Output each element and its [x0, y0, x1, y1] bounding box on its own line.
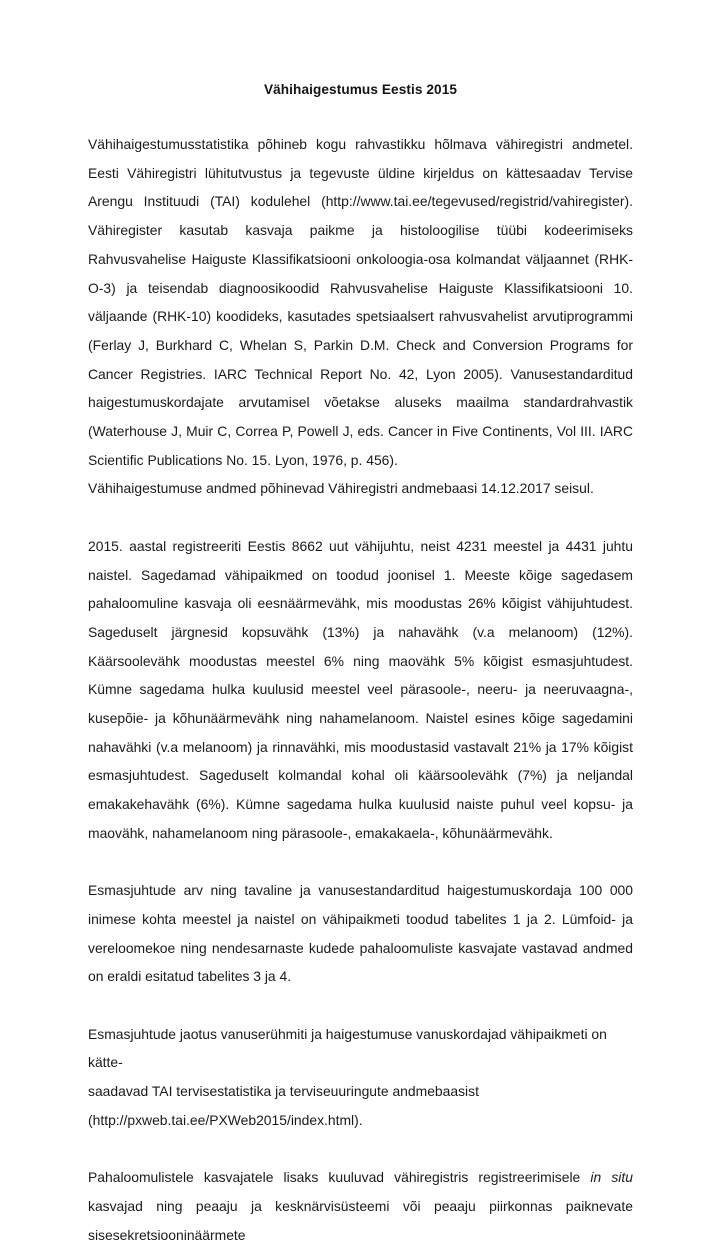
paragraph-data-date: Vähihaigestumuse andmed põhinevad Vähiregistri andmebaasi 14.12.2017 seisul. — [88, 480, 594, 497]
paragraph-database-line-2: saadavad TAI tervisestatistika ja terviseuuringute andmebaasist — [88, 1083, 479, 1100]
spacer-before-database — [88, 991, 633, 1020]
paragraph-intro: Vähihaigestumusstatistika põhineb kogu rahvastikku hõlmava vähiregistri andmetel. Eesti Vähiregistri lühitutvustus ja tegevuste üldine kirjeldus on kättesaadav Tervise Arengu Instituudi (TAI) kodulehel (http://www.tai.ee/tegevused/registrid/vahiregister). Vähiregister kasutab kasvaja paikme ja histoloogilise tüübi kodeerimiseks Rahvusvahelise Haiguste Klassifikatsiooni onkoloogia-osa kolmandat väljaannet (RHK-O-3) ja teisendab diagnoosikoodid Rahvusvahelise Haiguste Klassifikatsiooni 10. väljaande (RHK-10) koodideks, kasutades spetsiaalsert rahvusvahelist arvutiprogrammi (Ferlay J, Burkhard C, Whelan S, Parkin D.M. Check and Conversion Programs for Cancer Registries. IARC Technical Report No. 42, Lyon 2005). Vanusestandarditud haigestumuskordajate arvutamisel võetakse aluseks maailma standardrahvastik (Waterhouse J, Muir C, Correa P, Powell J, eds. Cancer in Five Continents, Vol III. IARC Scientific Publications No. 15. Lyon, 1976, p. 456). — [88, 136, 633, 468]
document-body — [88, 80, 633, 1249]
paragraph-database-url: (http://pxweb.tai.ee/PXWeb2015/index.html). — [88, 1111, 363, 1128]
paragraph-database-line-1: Esmasjuhtude jaotus vanuserühmiti ja haigestumuse vanuskordajad vähipaikmeti on kätte- — [88, 1025, 607, 1071]
spacer-before-tables-ref — [88, 848, 633, 877]
spacer-before-insitu — [88, 1135, 633, 1164]
page-title: Vähihaigestumus Eestis 2015 — [263, 82, 458, 97]
insitu-text-after: kasvajad ning peaaju ja kesknärvisüsteemi või peaaju piirkonnas paiknevate sisesekretsiooninäärmete — [88, 1197, 633, 1243]
insitu-term: in situ — [590, 1169, 633, 1186]
paragraph-tables-reference: Esmasjuhtude arv ning tavaline ja vanusestandarditud haigestumuskordaja 100 000 inimese kohta meestel ja naistel on vähipaikmeti toodud tabelites 1 ja 2. Lümfoid- ja vereloomekoe ning nendesarnaste kudede pahaloomuliste kasvajate vastavad andmed on eraldi esitatud tabelites 3 ja 4. — [88, 882, 633, 985]
spacer-after-title — [88, 99, 633, 130]
paragraph-insitu — [88, 1163, 633, 1249]
paragraph-statistics: 2015. aastal registreeriti Eestis 8662 uut vähijuhtu, neist 4231 meestel ja 4431 juhtu naistel. Sagedamad vähipaikmed on toodud joonisel 1. Meeste kõige sagedasem pahaloomuline kasvaja oli eesnäärmevähk, mis moodustas 26% kõigist vähijuhtudest. Sageduselt järgnesid kopsuvähk (13%) ja nahavähk (v.a melanoom) (12%). Käärsoolevähk moodustas meestel 6% ning maovähk 5% kõigist esmasjuhtudest. Kümne sagedama hulka kuulusid meestel veel pärasoole-, neeru- ja neeruvaagna-, kusepõie- ja kõhunäärmevähk ning nahamelanoom. Naistel esines kõige sagedamini nahavähki (v.a melanoom) ja rinnavähki, mis moodustasid vastavalt 21% ja 17% kõigist esmasjuhtudest. Sageduselt kolmandal kohal oli käärsoolevähk (7%) ja neljandal emakakehavähk (6%). Kümne sagedama hulka kuulusid naiste puhul veel kopsu- ja maovähk, nahamelanoom ning pärasoole-, emakakaela-, kõhunäärmevähk. — [88, 537, 633, 841]
spacer-before-statistics — [88, 503, 633, 532]
insitu-text-before: Pahaloomulistele kasvajatele lisaks kuuluvad vähiregistris registreerimisele — [88, 1169, 591, 1186]
